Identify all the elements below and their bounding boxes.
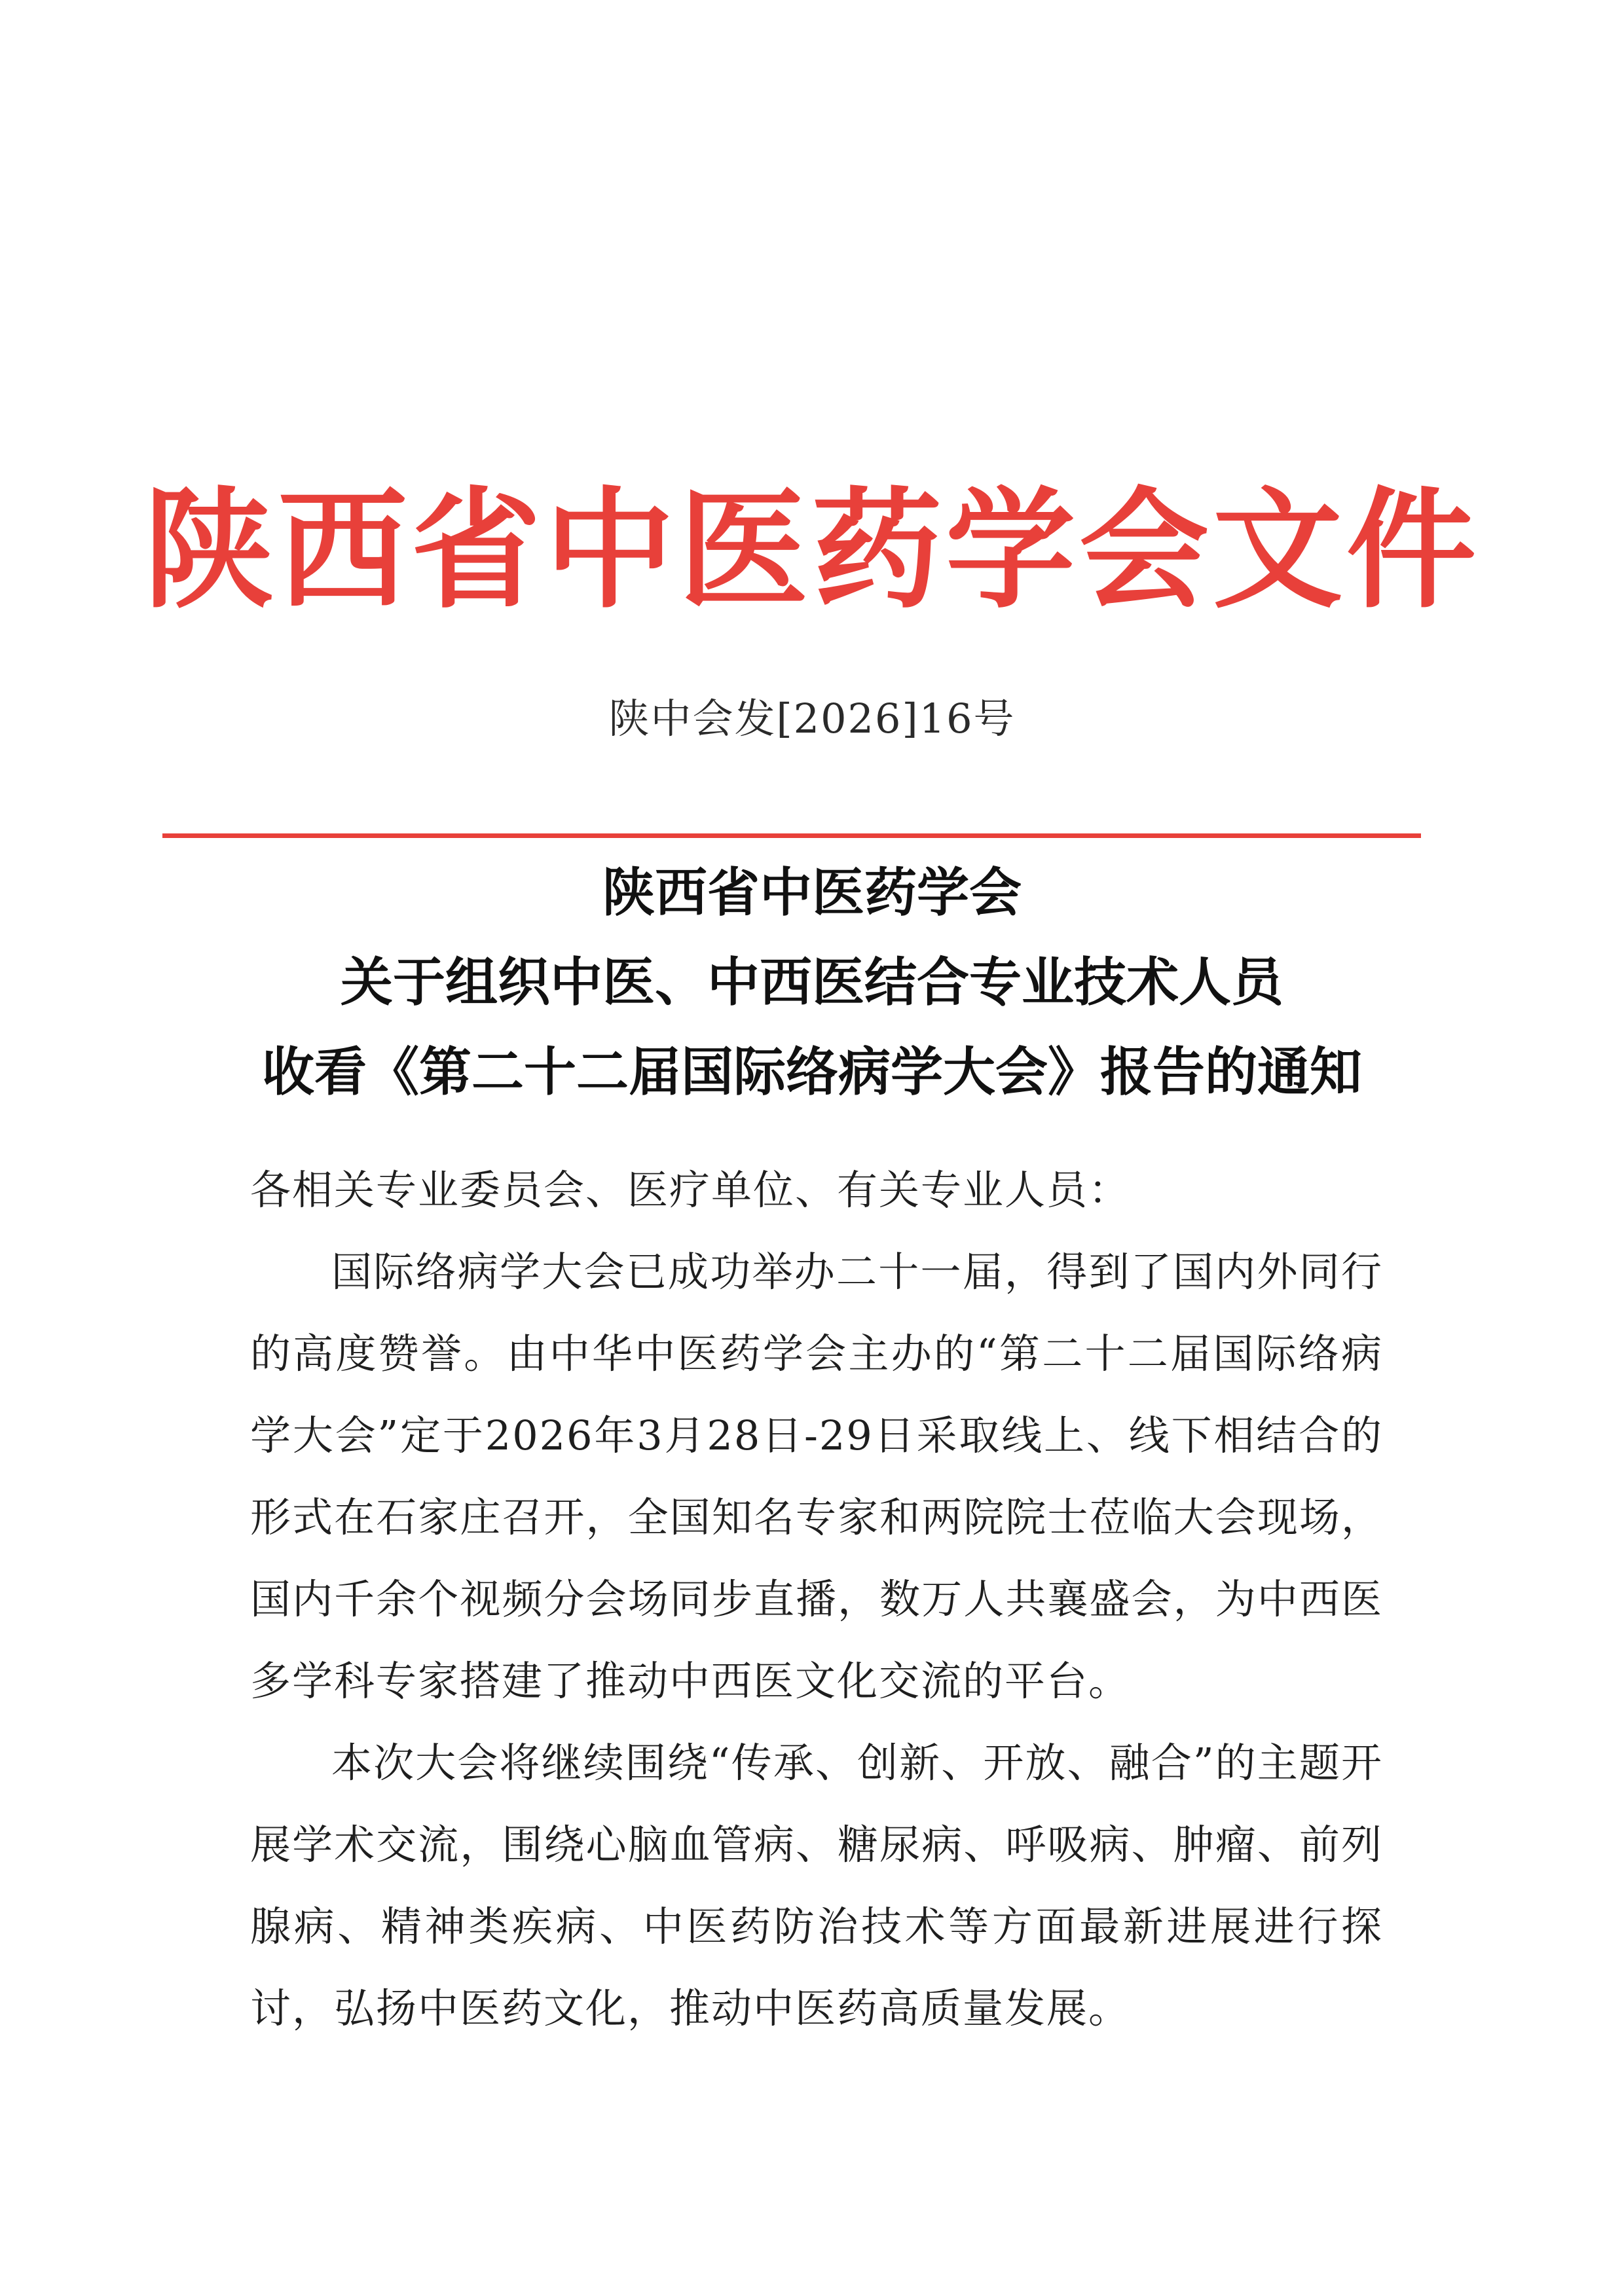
notice-title (0, 848, 1624, 1117)
red-separator-line (162, 833, 1421, 838)
title-line-3: 收看《第二十二届国际络病学大会》报告的通知 (262, 1042, 1362, 1102)
title-line-2: 关于组织中医、中西医结合专业技术人员 (341, 952, 1283, 1013)
title-line-1: 陕西省中医药学会 (602, 862, 1022, 923)
salutation: 各相关专业委员会、医疗单位、有关专业人员： (250, 1166, 1131, 1214)
body-paragraph-2: 本次大会将继续围绕“传承、创新、开放、融合”的主题开展学术交流，围绕心脑血管病、糖尿病、呼吸病、肿瘤、前列腺病、精神类疾病、中医药防治技术等方面最新进展进行探讨，弘扬中医药文化，推动中医药高质量发展。 (250, 1739, 1383, 2032)
document-masthead: 陕西省中医药学会文件 (144, 473, 1480, 626)
document-number: 陕中会发[2026]16号 (608, 695, 1016, 742)
notice-body (250, 1149, 1383, 2049)
body-paragraph-1: 国际络病学大会已成功举办二十一届，得到了国内外同行的高度赞誉。由中华中医药学会主办的“第二十二届国际络病学大会”定于2026年3月28日-29日采取线上、线下相结合的形式在石家庄召开，全国知名专家和两院院士莅临大会现场，国内千余个视频分会场同步直播，数万人共襄盛会，为中西医多学科专家搭建了推动中西医文化交流的平台。 (250, 1248, 1383, 1705)
